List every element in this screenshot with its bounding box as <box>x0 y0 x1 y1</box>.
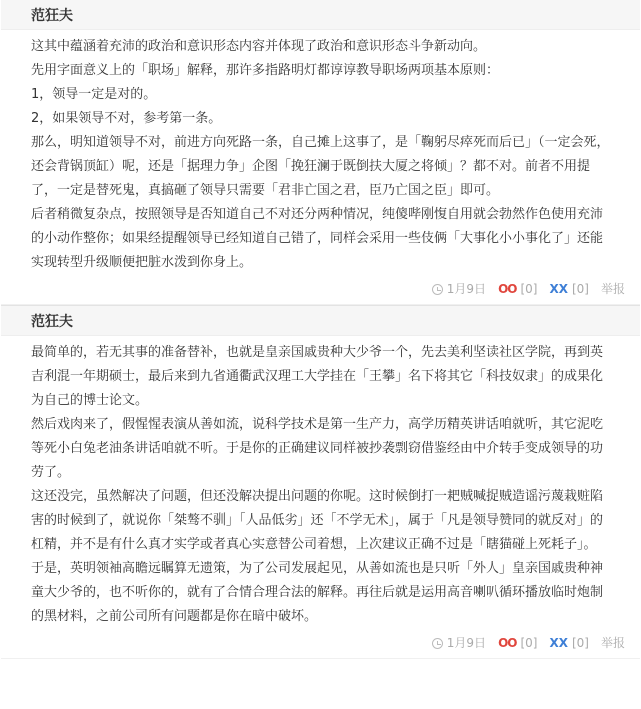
xx-count: [0] <box>571 636 589 650</box>
post-date: 1月9日 <box>446 282 487 296</box>
comment-body <box>1 30 640 275</box>
xx-vote-button[interactable]: XX <box>549 636 568 650</box>
oo-vote-button[interactable]: OO <box>498 636 517 650</box>
comment-paragraph: 后者稍微复杂点，按照领导是否知道自己不对还分两种情况，纯傻哔刚愎自用就会勃然作色使用充沛的小动作整你；如果经提醒领导已经知道自己错了，同样会采用一些伎俩「大事化小小事化了」还能实现转型升级顺便把脏水泼到你身上。 <box>31 207 604 270</box>
author-name[interactable]: 范狂夫 <box>31 314 73 330</box>
report-link[interactable]: 举报 <box>600 282 625 296</box>
comment-footer <box>1 629 640 659</box>
comment-header <box>1 306 640 336</box>
comment-paragraph: 2，如果领导不对，参考第一条。 <box>31 111 222 126</box>
clock-icon <box>432 284 443 295</box>
comment-footer <box>1 275 640 305</box>
oo-vote-button[interactable]: OO <box>498 282 517 296</box>
comment-header <box>1 0 640 30</box>
author-name[interactable]: 范狂夫 <box>31 8 73 24</box>
comment-paragraph: 这其中蕴涵着充沛的政治和意识形态内容并体现了政治和意识形态斗争新动向。 <box>31 39 487 54</box>
oo-count: [0] <box>520 282 538 296</box>
comment-thread <box>1 0 640 659</box>
comment-paragraph: 于是，英明领袖高瞻远瞩算无遗策，为了公司发展起见，从善如流也是只听「外人」皇亲国戚贵种神童大少爷的，也不听你的，就有了合情合理合法的解释。再往后就是运用高音喇叭循环播放临时炮制的黑材料，之前公司所有问题都是你在暗中破坏。 <box>31 561 604 624</box>
oo-count: [0] <box>520 636 538 650</box>
report-link[interactable]: 举报 <box>600 636 625 650</box>
comment-paragraph: 最简单的，若无其事的准备替补，也就是皇亲国戚贵种大少爷一个，先去美利坚读社区学院，再到英吉利混一年期硕士，最后来到九省通衢武汉理工大学挂在「王攀」名下将其它「科技奴隶」的成果化为自己的博士论文。 <box>31 345 604 408</box>
xx-vote-button[interactable]: XX <box>549 282 568 296</box>
clock-icon <box>432 638 443 649</box>
comment-paragraph: 先用字面意义上的「职场」解释，那许多指路明灯都谆谆教导职场两项基本原则： <box>31 63 500 78</box>
comment-paragraph: 1，领导一定是对的。 <box>31 87 157 102</box>
comment-paragraph: 这还没完，虽然解决了问题，但还没解决提出问题的你呢。这时候倒打一耙贼喊捉贼造谣污蔑栽赃陷害的时候到了，就说你「桀骜不驯」「人品低劣」还「不学无术」，属于「凡是领导赞同的就反对」的杠精，并不是有什么真才实学或者真心实意替公司着想，上次建议正确不过是「瞎猫碰上死耗子」。 <box>31 489 604 552</box>
post-date: 1月9日 <box>446 636 487 650</box>
comment-body <box>1 336 640 629</box>
comment-post <box>1 0 640 305</box>
comment-paragraph: 那么，明知道领导不对，前进方向死路一条，自己摊上这事了，是「鞠躬尽瘁死而后已」（一定会死，还会背锅顶缸）呢，还是「据理力争」企图「挽狂澜于既倒扶大厦之将倾」？都不对。前者不用提了，一定是替死鬼，真搞砸了领导只需要「君非亡国之君，臣乃亡国之臣」即可。 <box>31 135 610 198</box>
xx-count: [0] <box>571 282 589 296</box>
comment-post <box>1 305 640 659</box>
comment-paragraph: 然后戏肉来了，假惺惺表演从善如流，说科学技术是第一生产力，高学历精英讲话咱就听，其它泥吃等死小白兔老油条讲话咱就不听。于是你的正确建议同样被抄袭剽窃借鉴经由中介转手变成领导的功劳了。 <box>31 417 604 480</box>
